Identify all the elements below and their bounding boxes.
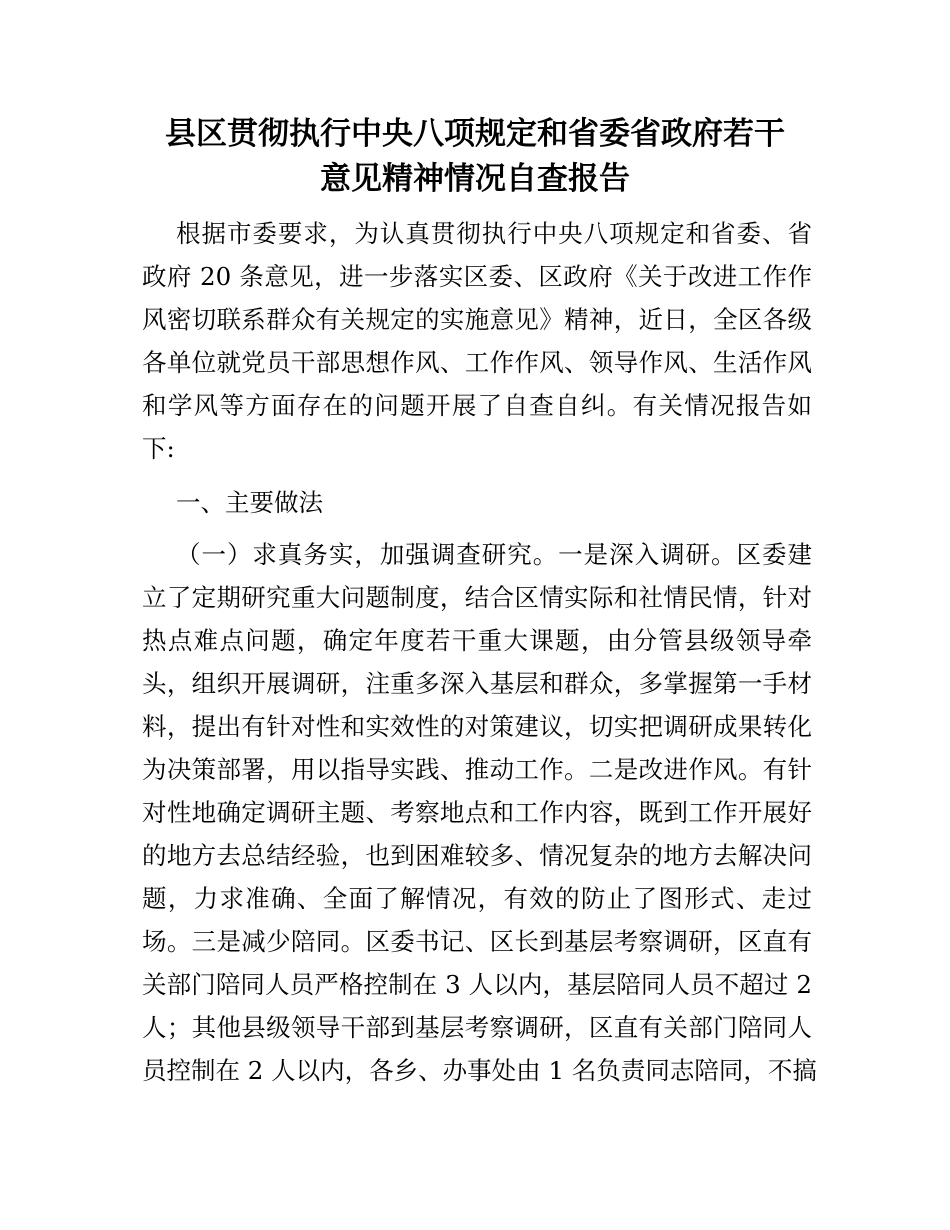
paragraph-line: 下: bbox=[142, 434, 175, 463]
paragraph-line: 关部门陪同人员严格控制在 3 人以内，基层陪同人员不超过 2 bbox=[142, 970, 812, 999]
paragraph-line: 风密切联系群众有关规定的实施意见》精神，近日，全区各级 bbox=[142, 305, 812, 334]
paragraph-line: 对性地确定调研主题、考察地点和工作内容，既到工作开展好 bbox=[142, 798, 812, 827]
paragraph-line: 的地方去总结经验，也到困难较多、情况复杂的地方去解决问 bbox=[142, 841, 812, 870]
paragraph-line: 政府 20 条意见，进一步落实区委、区政府《关于改进工作作 bbox=[142, 262, 812, 291]
paragraph-line: 和学风等方面存在的问题开展了自查自纠。有关情况报告如 bbox=[142, 391, 812, 420]
document-title-line-1: 县区贯彻执行中央八项规定和省委省政府若干 bbox=[165, 116, 785, 152]
paragraph-line: 员控制在 2 人以内，各乡、办事处由 1 名负责同志陪同，不搞 bbox=[142, 1056, 817, 1085]
section-heading: 一、主要做法 bbox=[176, 488, 323, 517]
paragraph-line: 料，提出有针对性和实效性的对策建议，切实把调研成果转化 bbox=[142, 712, 812, 741]
paragraph-line: 热点难点问题，确定年度若干重大课题，由分管县级领导牵 bbox=[142, 626, 812, 655]
paragraph-line: 根据市委要求，为认真贯彻执行中央八项规定和省委、省 bbox=[176, 219, 812, 248]
paragraph-line: 各单位就党员干部思想作风、工作作风、领导作风、生活作风 bbox=[142, 348, 812, 377]
paragraph-line: 立了定期研究重大问题制度，结合区情实际和社情民情，针对 bbox=[142, 583, 812, 612]
paragraph-line: 题，力求准确、全面了解情况，有效的防止了图形式、走过 bbox=[142, 884, 812, 913]
paragraph-line: （一）求真务实，加强调查研究。一是深入调研。区委建 bbox=[176, 540, 812, 569]
paragraph-line: 人；其他县级领导干部到基层考察调研，区直有关部门陪同人 bbox=[142, 1013, 812, 1042]
paragraph-line: 头，组织开展调研，注重多深入基层和群众，多掌握第一手材 bbox=[142, 669, 812, 698]
paragraph-line: 场。三是减少陪同。区委书记、区长到基层考察调研，区直有 bbox=[142, 927, 812, 956]
document-title-line-2: 意见精神情况自查报告 bbox=[320, 161, 630, 197]
paragraph-line: 为决策部署，用以指导实践、推动工作。二是改进作风。有针 bbox=[142, 755, 812, 784]
